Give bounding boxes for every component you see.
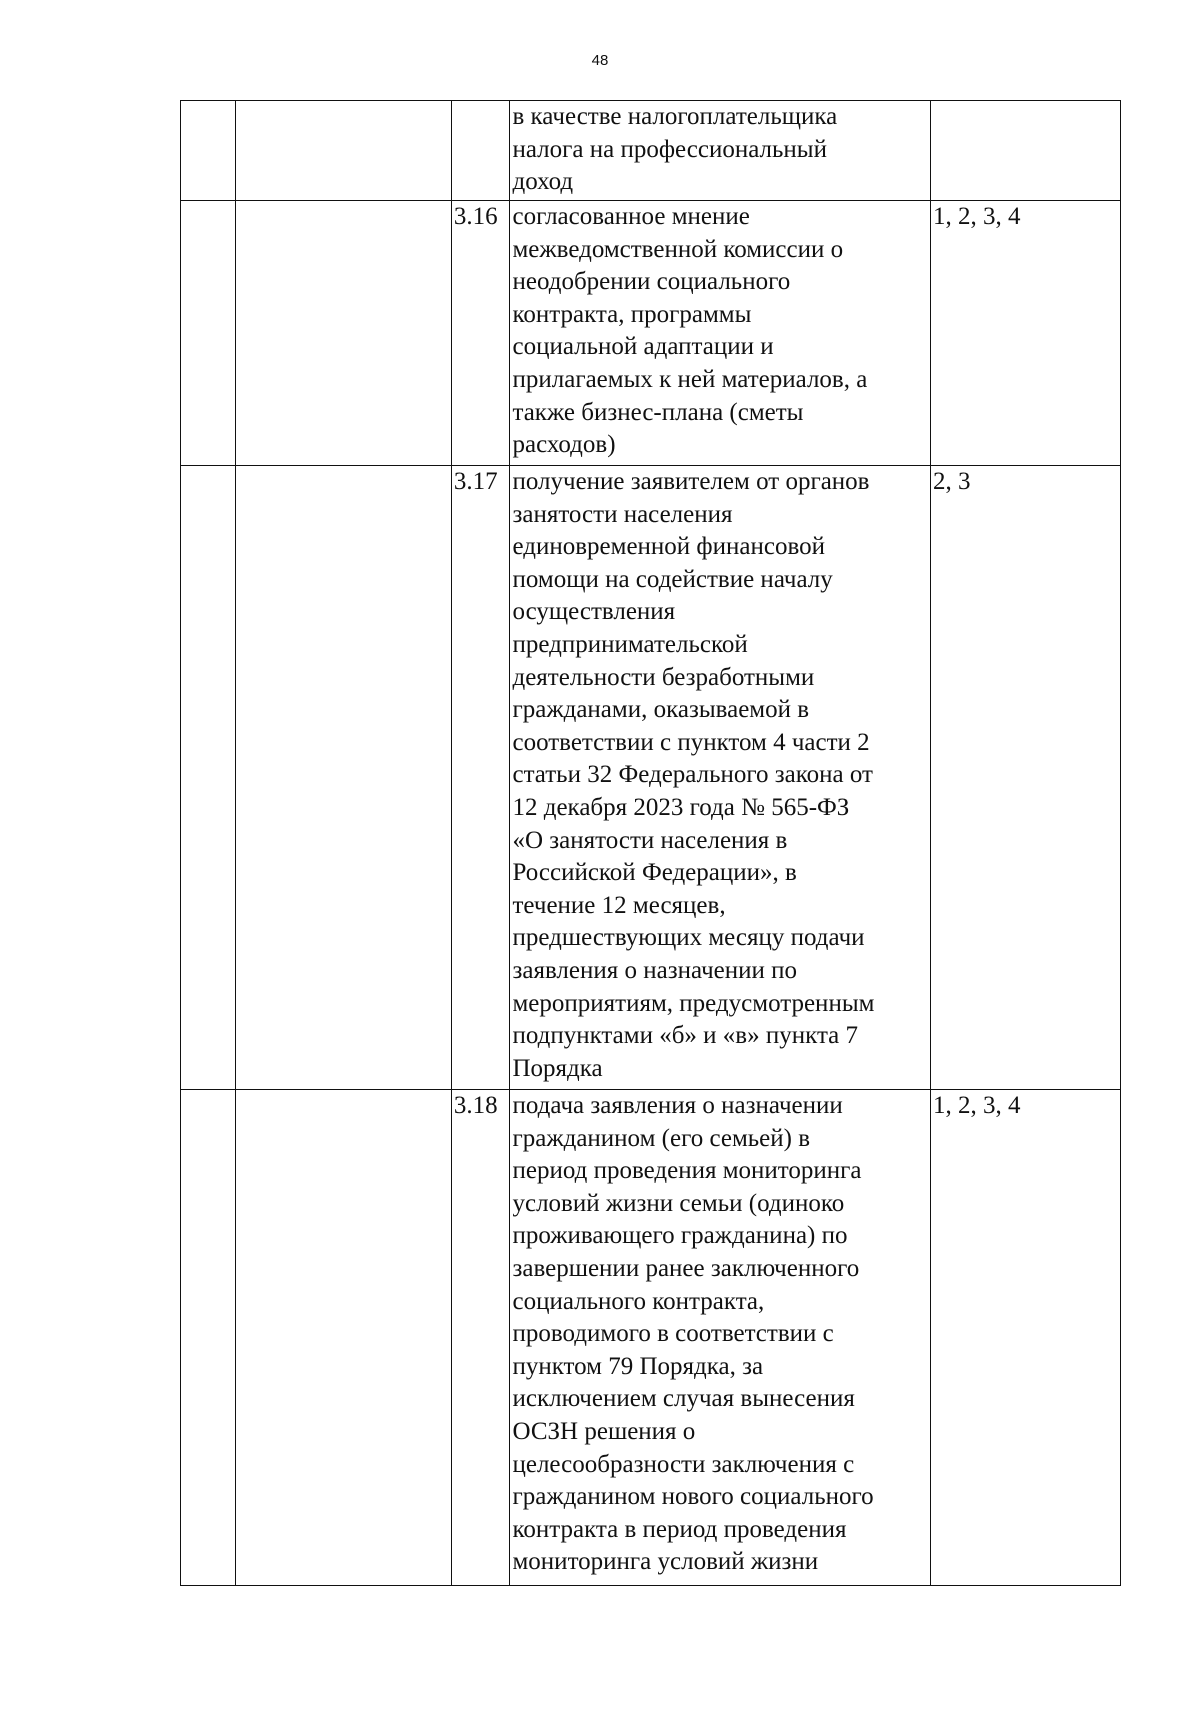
text-line: предпринимательской (512, 630, 748, 658)
text-line: 12 декабря 2023 года № 565-ФЗ (512, 793, 850, 821)
text-line: в качестве налогоплательщика (512, 103, 838, 130)
empty-cell (181, 201, 236, 466)
text-line: Порядка (512, 1054, 603, 1082)
text-line: помощи на содействие началу (512, 565, 833, 593)
text-line: период проведения мониторинга (512, 1157, 862, 1185)
item-number (451, 101, 510, 201)
text-line: соответствии с пунктом 4 части 2 (512, 728, 870, 756)
empty-cell (235, 466, 451, 1090)
table-row (181, 101, 1121, 201)
text-line: подпунктами «б» и «в» пункта 7 (512, 1022, 859, 1050)
item-text (510, 466, 930, 1090)
page-number: 48 (591, 52, 609, 69)
text-line: течение 12 месяцев, (512, 891, 726, 919)
text-line: занятости населения (512, 500, 733, 528)
text-line: исключением случая вынесения (512, 1385, 855, 1413)
text-line: пунктом 79 Порядка, за (512, 1352, 764, 1380)
text-line: мероприятиям, предусмотренным (512, 989, 875, 1017)
text-line: «О занятости населения в (512, 826, 788, 854)
text-line: проживающего гражданина) по (512, 1222, 848, 1250)
empty-cell (235, 201, 451, 466)
table-row (181, 1090, 1121, 1586)
text-line: целесообразности заключения с (512, 1450, 855, 1478)
text-line: осуществления (512, 598, 676, 626)
text-line: мониторинга условий жизни (512, 1548, 819, 1576)
text-line: завершении ранее заключенного (512, 1254, 860, 1282)
text-line: деятельности безработными (512, 663, 815, 691)
text-line: гражданином (его семьей) в (512, 1124, 811, 1152)
table-row (181, 466, 1121, 1090)
text-line: социальной адаптации и (512, 333, 774, 361)
text-line: предшествующих месяцу подачи (512, 924, 865, 952)
item-refs: 1, 2, 3, 4 (930, 201, 1120, 466)
text-line: неодобрении социального (512, 268, 791, 296)
text-line: заявления о назначении по (512, 956, 798, 984)
text-line: расходов) (512, 431, 616, 459)
text-line: ОСЗН решения о (512, 1417, 696, 1445)
item-text (510, 1090, 930, 1586)
item-text (510, 101, 930, 201)
text-line: контракта, программы (512, 300, 752, 328)
empty-cell (181, 1090, 236, 1586)
item-number: 3.16 (451, 201, 510, 466)
text-line: единовременной финансовой (512, 533, 825, 561)
text-line: статьи 32 Федерального закона от (512, 761, 873, 789)
text-line: межведомственной комиссии о (512, 235, 844, 263)
item-refs: 1, 2, 3, 4 (930, 1090, 1120, 1586)
text-line: подача заявления о назначении (512, 1092, 843, 1119)
empty-cell (235, 101, 451, 201)
criteria-table (180, 100, 1121, 1586)
text-line: получение заявителем от органов (512, 468, 870, 495)
item-number: 3.18 (451, 1090, 510, 1586)
empty-cell (181, 466, 236, 1090)
text-line: налога на профессиональный (512, 135, 827, 163)
text-line: условий жизни семьи (одиноко (512, 1189, 845, 1217)
text-line: контракта в период проведения (512, 1515, 847, 1543)
item-number: 3.17 (451, 466, 510, 1090)
text-line: также бизнес-плана (сметы (512, 398, 804, 426)
item-refs: 2, 3 (930, 466, 1120, 1090)
item-text (510, 201, 930, 466)
text-line: гражданином нового социального (512, 1483, 874, 1511)
text-line: гражданами, оказываемой в (512, 696, 810, 724)
empty-cell (235, 1090, 451, 1586)
text-line: прилагаемых к ней материалов, а (512, 365, 868, 393)
table-row (181, 201, 1121, 466)
text-line: социального контракта, (512, 1287, 765, 1315)
text-line: согласованное мнение (512, 203, 750, 230)
text-line: доход (512, 168, 574, 196)
item-refs (930, 101, 1120, 201)
text-line: Российской Федерации», в (512, 859, 797, 887)
empty-cell (181, 101, 236, 201)
text-line: проводимого в соответствии с (512, 1320, 834, 1348)
